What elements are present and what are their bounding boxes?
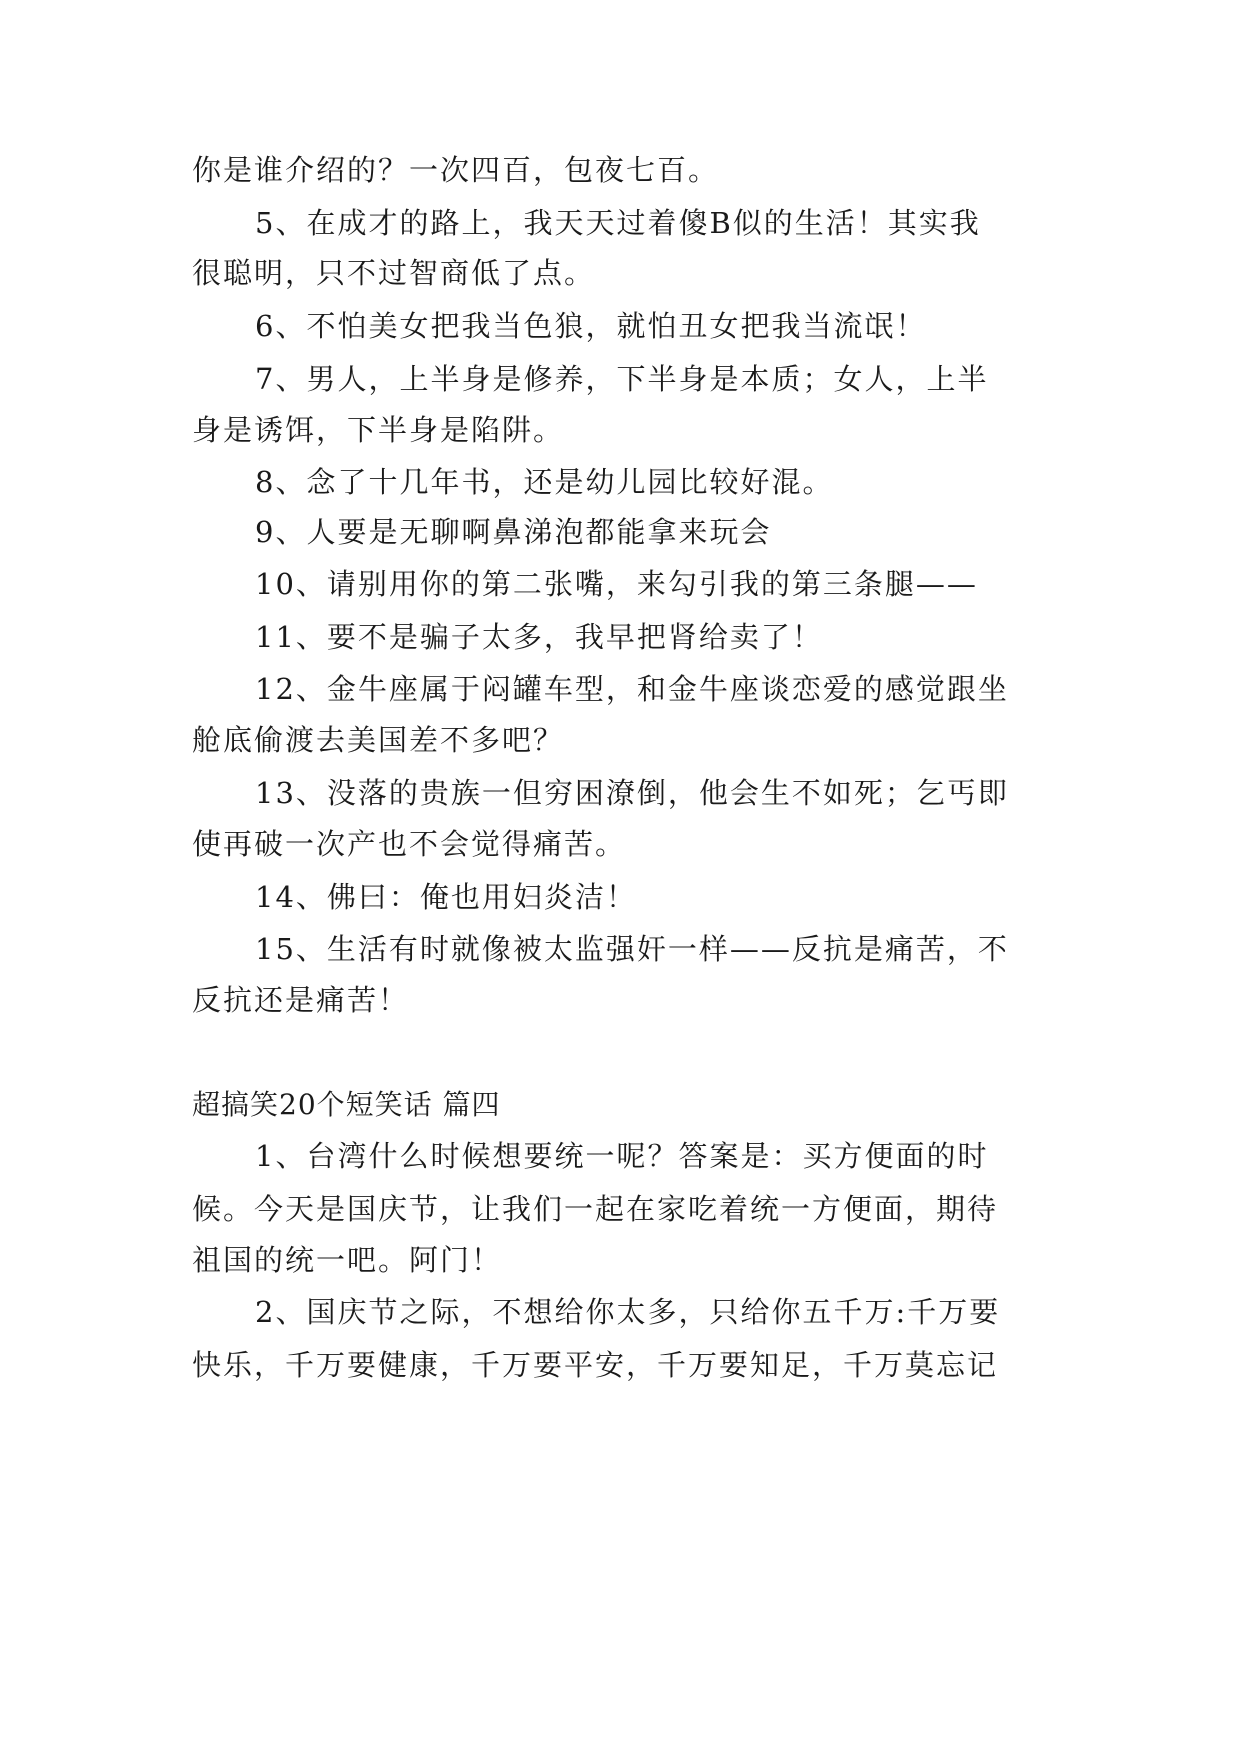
joke-5-line-2: 很聪明，只不过智商低了点。 [192,256,596,290]
joke-8: 8、念了十几年书，还是幼儿园比较好混。 [255,465,834,499]
item-1-line-3: 祖国的统一吧。阿门！ [192,1243,503,1277]
joke-9: 9、人要是无聊啊鼻涕泡都能拿来玩会 [255,515,772,549]
joke-7-line-1: 7、男人，上半身是修养，下半身是本质；女人，上半 [255,362,989,396]
section-heading: 超搞笑20个短笑话 篇四 [192,1088,501,1121]
joke-13-line-1: 13、没落的贵族一但穷困潦倒，他会生不如死；乞丐即 [255,776,1009,810]
item-1-line-1: 1、台湾什么时候想要统一呢？答案是：买方便面的时 [255,1139,989,1173]
joke-15-line-2: 反抗还是痛苦！ [192,983,410,1017]
joke-10: 10、请别用你的第二张嘴，来勾引我的第三条腿—— [255,567,978,601]
text-line: 你是谁介绍的？一次四百，包夜七百。 [192,153,720,187]
joke-12-line-2: 舱底偷渡去美国差不多吧？ [192,723,565,757]
joke-14: 14、佛曰：俺也用妇炎洁！ [255,880,637,914]
joke-6: 6、不怕美女把我当色狼，就怕丑女把我当流氓！ [255,309,927,343]
joke-5-line-1: 5、在成才的路上，我天天过着傻B似的生活！其实我 [255,206,981,240]
joke-15-line-1: 15、生活有时就像被太监强奸一样——反抗是痛苦，不 [255,932,1009,966]
joke-7-line-2: 身是诱饵，下半身是陷阱。 [192,413,565,447]
joke-11: 11、要不是骗子太多，我早把肾给卖了！ [255,620,823,654]
joke-13-line-2: 使再破一次产也不会觉得痛苦。 [192,827,627,861]
item-2-line-2: 快乐，千万要健康，千万要平安，千万要知足，千万莫忘记 [192,1348,999,1382]
item-2-line-1: 2、国庆节之际，不想给你太多，只给你五千万:千万要 [255,1295,1001,1329]
joke-12-line-1: 12、金牛座属于闷罐车型，和金牛座谈恋爱的感觉跟坐 [255,672,1009,706]
item-1-line-2: 候。今天是国庆节，让我们一起在家吃着统一方便面，期待 [192,1192,999,1226]
